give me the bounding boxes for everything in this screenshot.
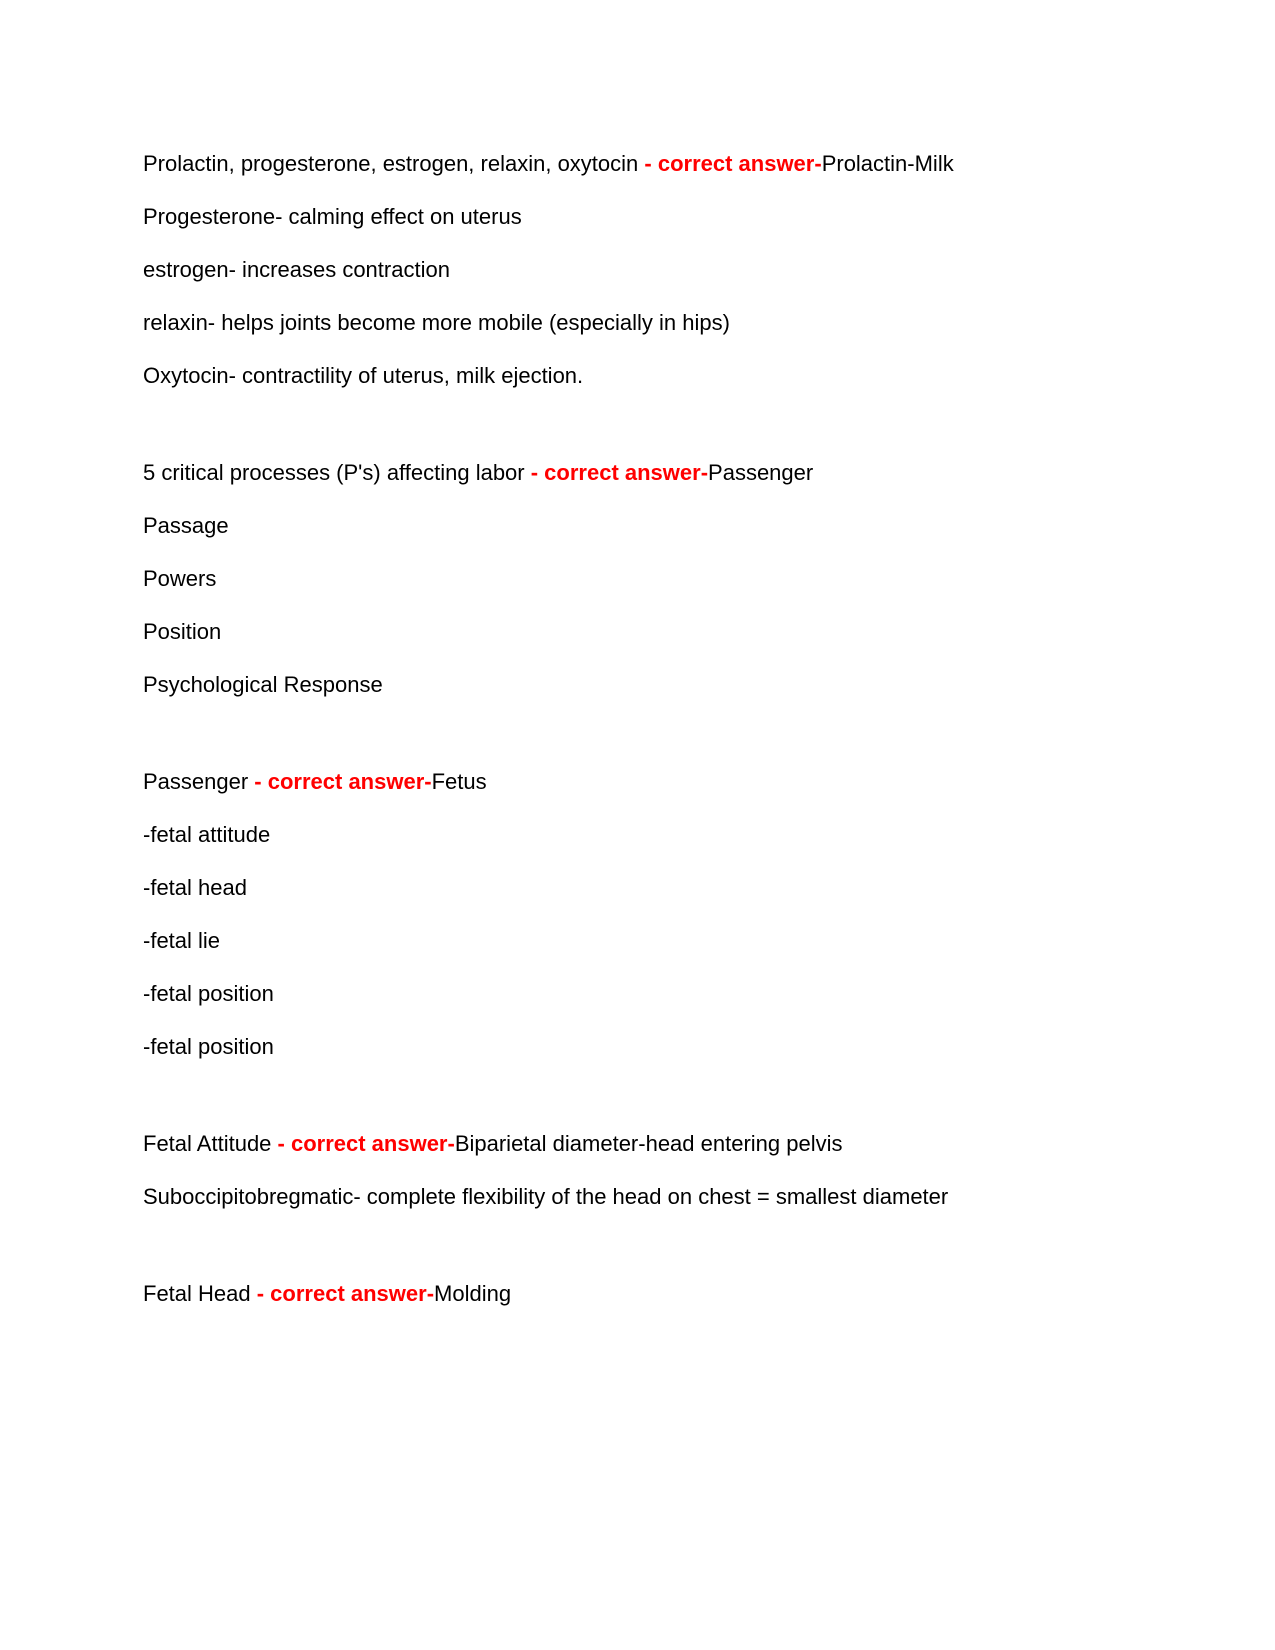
text-segment: Biparietal diameter-head entering pelvis [454,1131,843,1156]
text-segment: Suboccipitobregmatic- complete flexibility of the head on chest = smallest diameter [143,1184,949,1209]
text-segment: Prolactin, progesterone, estrogen, relaxin, oxytocin [143,151,645,176]
paragraph [143,608,1031,656]
text-segment: Position [143,619,222,644]
paragraph [143,917,1031,965]
text-segment: -fetal position [143,981,274,1006]
text-segment: Passenger [143,769,255,794]
correct-answer-marker: - correct answer- [277,1131,455,1156]
text-segment: Fetal Attitude [143,1131,278,1156]
paragraph [143,299,1031,347]
text-segment: Passenger [708,460,814,485]
text-segment: -fetal attitude [143,822,271,847]
paragraph [143,811,1031,859]
document-body [143,140,1031,1318]
paragraph [143,555,1031,603]
paragraph [143,449,1031,497]
text-segment: Powers [143,566,217,591]
paragraph [143,193,1031,241]
text-segment: relaxin- helps joints become more mobile (especially in hips) [143,310,730,335]
paragraph [143,1120,1031,1168]
paragraph [143,1023,1031,1071]
paragraph [143,661,1031,709]
text-segment: Passage [143,513,229,538]
paragraph [143,1270,1031,1318]
paragraph [143,246,1031,294]
correct-answer-marker: - correct answer- [644,151,822,176]
paragraph [143,758,1031,806]
correct-answer-marker: - correct answer- [254,769,432,794]
paragraph [143,502,1031,550]
text-segment: Fetus [431,769,487,794]
text-segment: -fetal head [143,875,247,900]
text-segment: -fetal position [143,1034,274,1059]
text-segment: 5 critical processes (P's) affecting labor [143,460,531,485]
text-segment: Oxytocin- contractility of uterus, milk ejection. [143,363,584,388]
text-segment: Progesterone- calming effect on uterus [143,204,522,229]
paragraph [143,352,1031,400]
paragraph [143,970,1031,1018]
text-segment: Prolactin-Milk [821,151,954,176]
paragraph [143,864,1031,912]
text-segment: Psychological Response [143,672,383,697]
paragraph [143,1173,1031,1221]
correct-answer-marker: - correct answer- [530,460,709,485]
text-segment: estrogen- increases contraction [143,257,450,282]
correct-answer-marker: - correct answer- [256,1281,435,1306]
text-segment: Molding [434,1281,512,1306]
text-segment: Fetal Head [143,1281,257,1306]
paragraph [143,140,1031,188]
text-segment: -fetal lie [143,928,221,953]
